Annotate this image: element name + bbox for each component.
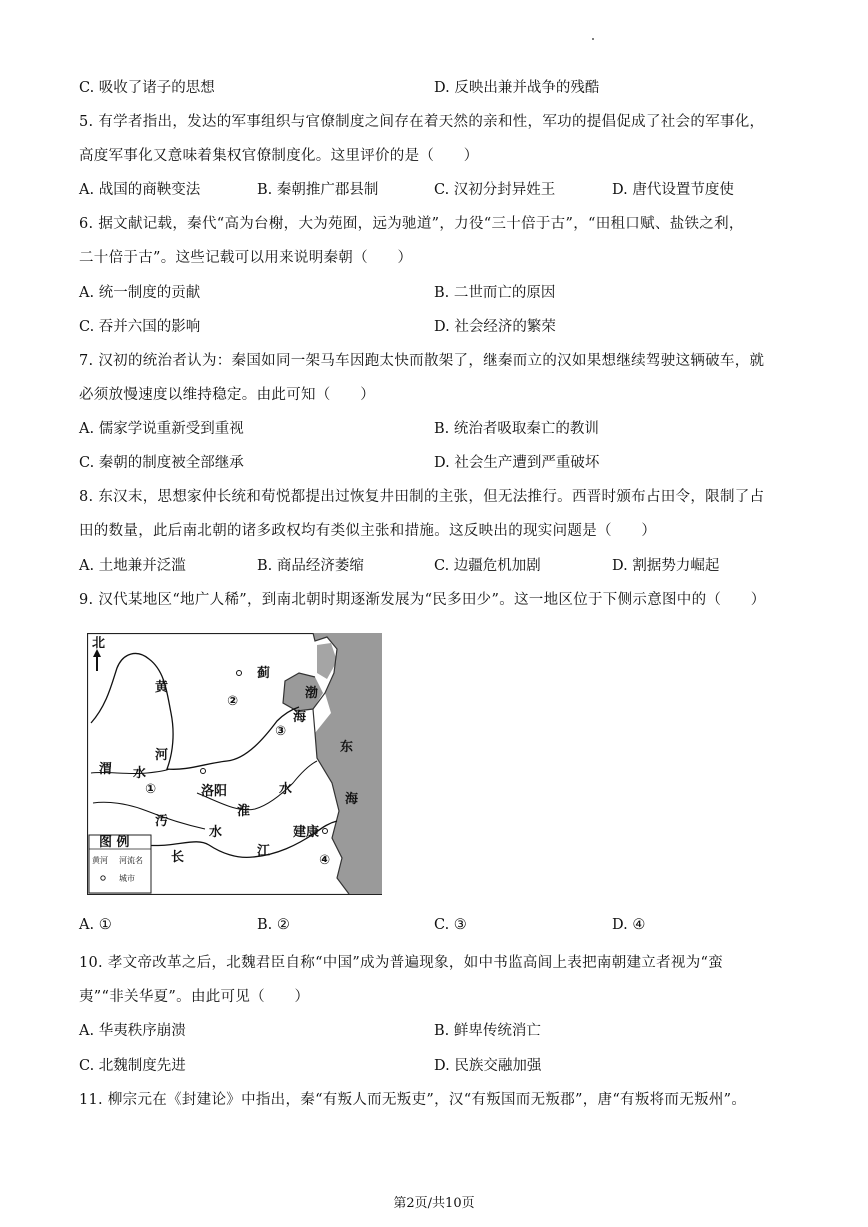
q8-option-b: B. 商品经济萎缩 [257, 558, 364, 574]
q10-option-a: A. 华夷秩序崩溃 [79, 1023, 186, 1039]
q7-stem-line2: 必须放慢速度以维持稳定。由此可知（ ） [79, 387, 375, 403]
map-label-huang: 黄 [155, 680, 169, 695]
page-footer: 第2页/共10页 [393, 1196, 475, 1211]
q4-option-d: D. 反映出兼并战争的残酷 [434, 80, 600, 96]
map-label-hai1: 海 [293, 710, 307, 725]
q7-option-a: A. 儒家学说重新受到重视 [79, 421, 244, 437]
map-label-dong: 东 [340, 740, 354, 755]
map-north: 北 [92, 636, 106, 651]
q8-option-a: A. 土地兼并泛滥 [79, 558, 186, 574]
legend-river-name: 黄河 [92, 856, 108, 865]
q10-stem-line2: 夷”“非关华夏”。由此可见（ ） [79, 989, 310, 1005]
map-label-jiang: 江 [257, 844, 271, 859]
legend-river-label: 河流名 [119, 856, 143, 865]
q10-option-c: C. 北魏制度先进 [79, 1058, 186, 1074]
q7-option-b: B. 统治者吸取秦亡的教训 [434, 421, 599, 437]
q5-stem-line1: 5. 有学者指出，发达的军事组织与官僚制度之间存在着天然的亲和性，军功的提倡促成了社会的军事化， [79, 114, 765, 130]
map-marker-4: ④ [319, 853, 331, 868]
q6-option-c: C. 吞并六国的影响 [79, 319, 201, 335]
q10-option-b: B. 鲜卑传统消亡 [434, 1023, 541, 1039]
legend-city-label: 城市 [119, 874, 135, 883]
q8-stem-line1: 8. 东汉末，思想家仲长统和荀悦都提出过恢复井田制的主张，但无法推行。西晋时颁布占田令，限制了占 [79, 489, 765, 505]
q7-option-d: D. 社会生产遭到严重破坏 [434, 455, 600, 471]
q7-stem-line1: 7. 汉初的统治者认为：秦国如同一架马车因跑太快而散架了，继秦而立的汉如果想继续驾驶这辆破车，就 [79, 353, 765, 369]
map-label-shui3: 水 [209, 825, 223, 840]
q5-option-b: B. 秦朝推广郡县制 [257, 182, 379, 198]
map-marker-3: ③ [275, 724, 287, 739]
q9-option-d: D. ④ [612, 917, 646, 933]
map-label-ru: 汚 [155, 814, 169, 829]
map-marker-2: ② [227, 694, 239, 709]
q10-stem-line1: 10. 孝文帝改革之后，北魏君臣自称“中国”成为普遍现象，如中书监高闾上表把南朝建立者视为“蛮 [79, 955, 724, 971]
q6-stem-line1: 6. 据文献记载，秦代“高为台榭，大为苑囿，远为驰道”，力役“三十倍于古”，“田租口赋、盐铁之利， [79, 216, 744, 232]
q9-sketch-map [87, 633, 382, 895]
q6-option-b: B. 二世而亡的原因 [434, 285, 556, 301]
q8-stem-line2: 田的数量，此后南北朝的诸多政权均有类似主张和措施。这反映出的现实问题是（ ） [79, 523, 657, 539]
map-label-shui1: 水 [133, 766, 147, 781]
legend-title: 图 例 [99, 835, 130, 850]
scan-dot [592, 38, 594, 40]
q6-option-d: D. 社会经济的繁荣 [434, 319, 556, 335]
q6-option-a: A. 统一制度的贡献 [79, 285, 201, 301]
city-ji-marker [237, 671, 242, 676]
legend-city-icon [101, 876, 105, 880]
q8-option-d: D. 割据势力崛起 [612, 558, 720, 574]
q9-option-a: A. ① [79, 917, 112, 933]
map-label-luoyang: 洛阳 [201, 784, 228, 799]
q5-stem-line2: 高度军事化又意味着集权官僚制度化。这里评价的是（ ） [79, 148, 479, 164]
map-label-hai2: 海 [345, 792, 359, 807]
q7-option-c: C. 秦朝的制度被全部继承 [79, 455, 244, 471]
q9-stem-line1: 9. 汉代某地区“地广人稀”，到南北朝时期逐渐发展为“民多田少”。这一地区位于下侧示意图中的（ ） [79, 592, 766, 608]
map-marker-1: ① [145, 782, 157, 797]
q11-stem-line1: 11. 柳宗元在《封建论》中指出，秦“有叛人而无叛吏”，汉“有叛国而无叛郡”，唐“有叛将而无叛州”。 [79, 1092, 747, 1108]
map-label-bo: 渤 [305, 686, 319, 701]
q4-option-c: C. 吸收了诸子的思想 [79, 80, 215, 96]
map-label-ji: 蓟 [257, 666, 271, 681]
q9-option-c: C. ③ [434, 917, 467, 933]
q8-option-c: C. 边疆危机加剧 [434, 558, 541, 574]
q5-option-a: A. 战国的商鞅变法 [79, 182, 201, 198]
map-label-shui2: 水 [279, 782, 293, 797]
map-label-wei: 渭 [99, 762, 113, 777]
map-label-jiankang: 建康 [293, 825, 320, 840]
map-label-he: 河 [155, 748, 169, 763]
map-label-huai: 淮 [237, 804, 251, 819]
q5-option-c: C. 汉初分封异姓王 [434, 182, 556, 198]
q9-option-b: B. ② [257, 917, 290, 933]
map-label-chang: 长 [171, 850, 185, 865]
city-luoyang-marker [201, 769, 206, 774]
q6-stem-line2: 二十倍于古”。这些记载可以用来说明秦朝（ ） [79, 250, 413, 266]
city-jiankang-marker [323, 829, 328, 834]
q10-option-d: D. 民族交融加强 [434, 1058, 542, 1074]
q5-option-d: D. 唐代设置节度使 [612, 182, 734, 198]
